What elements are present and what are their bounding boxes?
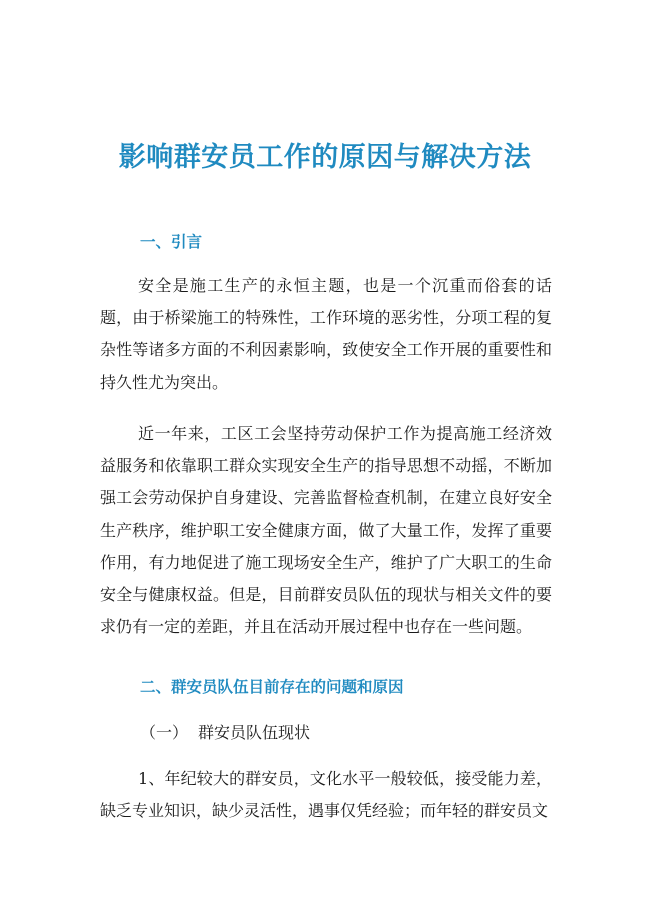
subsection-number: （一） bbox=[140, 723, 189, 742]
section-heading-problems: 二、群安员队伍目前存在的问题和原因 bbox=[140, 678, 404, 696]
subsection-heading bbox=[140, 721, 310, 745]
paragraph-problems-1: 1、年纪较大的群安员，文化水平一般较低，接受能力差，缺乏专业知识，缺少灵活性，遇事仅凭经验；而年轻的群安员文 bbox=[100, 769, 552, 821]
section-heading-introduction: 一、引言 bbox=[140, 233, 203, 251]
subsection-title: 群安员队伍现状 bbox=[198, 723, 311, 742]
paragraph-intro-2: 近一年来，工区工会坚持劳动保护工作为提高施工经济效益服务和依靠职工群众实现安全生产的指导思想不动摇，不断加强工会劳动保护自身建设、完善监督检查机制，在建立良好安全生产秩序，维护职工安全健康方面，做了大量工作，发挥了重要作用，有力地促进了施工现场安全生产，维护了广大职工的生命安全与健康权益。但是，目前群安员队伍的现状与相关文件的要求仍有一定的差距，并且在活动开展过程中也存在一些问题。 bbox=[100, 424, 552, 637]
paragraph-intro-1: 安全是施工生产的永恒主题，也是一个沉重而俗套的话题，由于桥梁施工的特殊性，工作环境的恶劣性，分项工程的复杂性等诸多方面的不利因素影响，致使安全工作开展的重要性和持久性尤为突出。 bbox=[100, 276, 552, 392]
document-title: 影响群安员工作的原因与解决方法 bbox=[118, 142, 532, 173]
